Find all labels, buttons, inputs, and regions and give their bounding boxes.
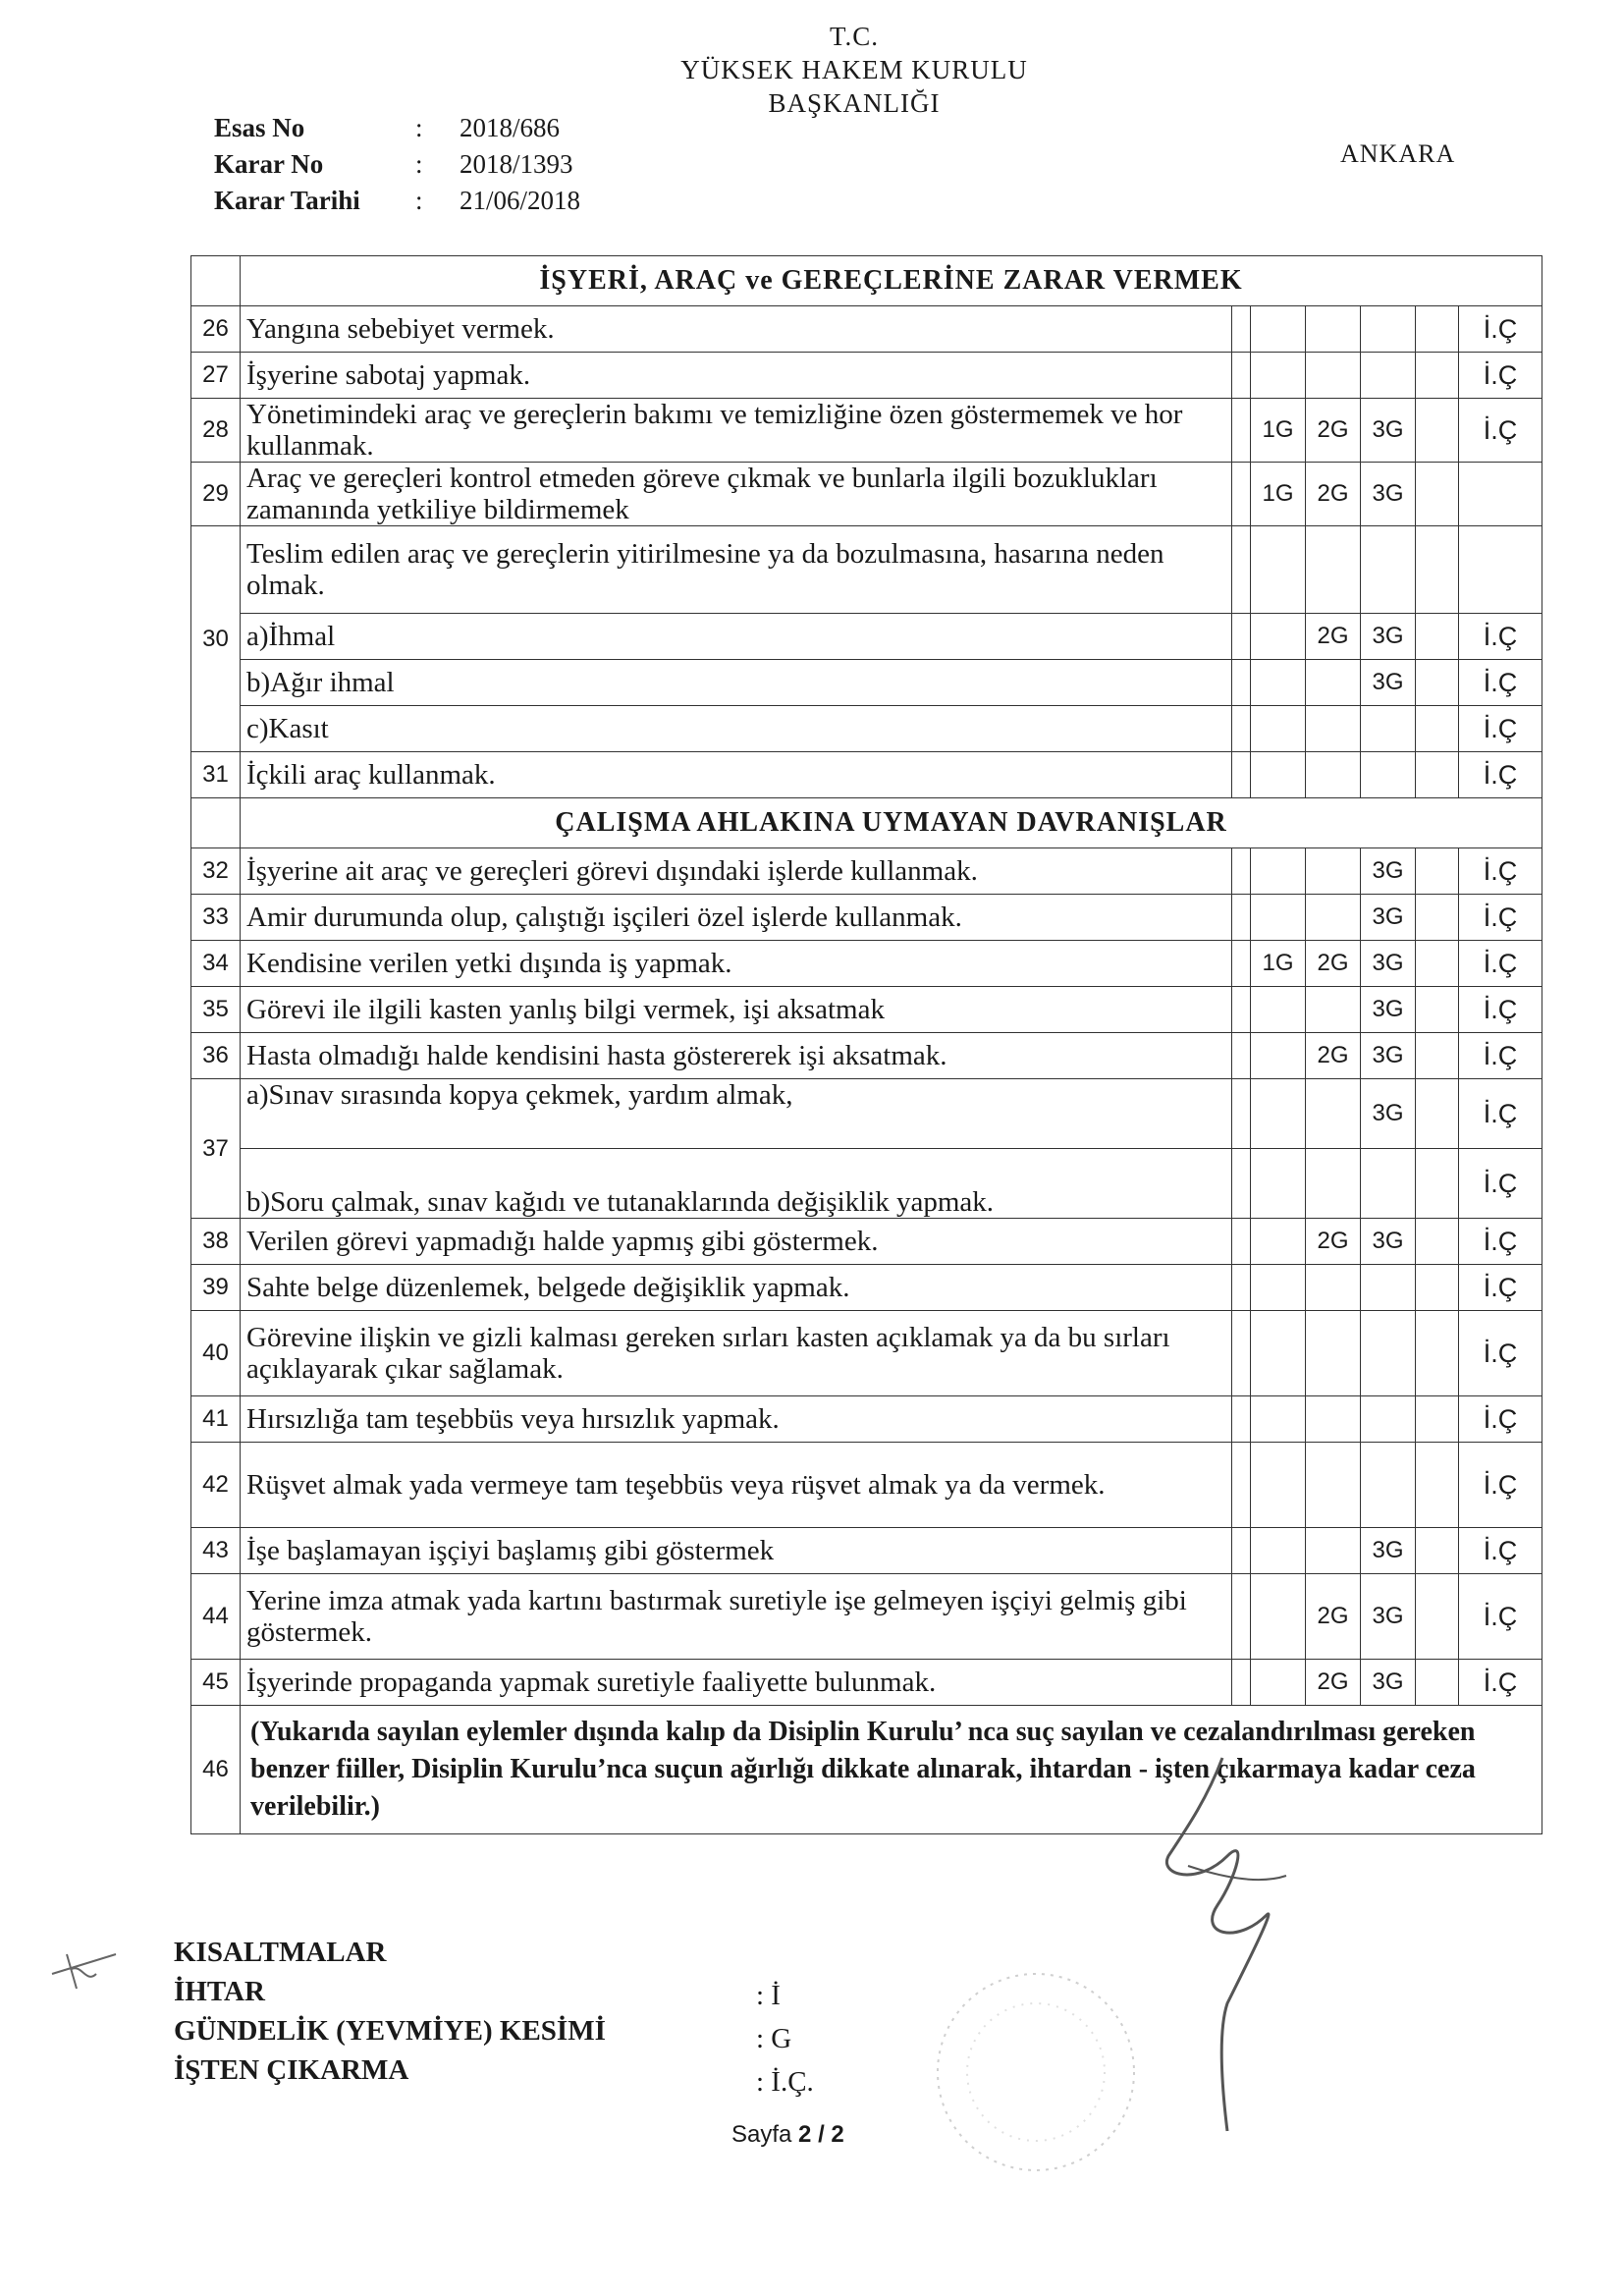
penalty-ic: İ.Ç [1459,660,1542,706]
section-header-row [191,256,1542,306]
meta-label: Karar No [214,149,324,179]
penalty-3g: 3G [1361,1033,1416,1079]
table-row [191,941,1542,987]
penalty-2g: 2G [1306,941,1361,987]
penalty-2g: 2G [1306,1033,1361,1079]
abbr-code: : G [756,2023,792,2054]
table-row [191,1079,1542,1149]
row-number: 32 [191,848,241,895]
row-text: İşyerine sabotaj yapmak. [241,353,1232,399]
city-label: ANKARA [1340,139,1456,168]
stamp-icon [923,1954,1149,2190]
abbr-code: : İ.Ç. [756,2066,814,2098]
table-row [191,463,1542,526]
table-row [191,353,1542,399]
row-text: İçkili araç kullanmak. [241,752,1232,798]
table-row [191,1033,1542,1079]
penalty-3g: 3G [1361,941,1416,987]
discipline-table [190,255,1542,1834]
row-number: 28 [191,399,241,463]
row-number: 37 [191,1079,241,1219]
row-number: 41 [191,1396,241,1443]
meta-row-karar: Karar No : 2018/1393 [214,146,656,183]
table-row [191,526,1542,614]
penalty-3g: 3G [1361,1079,1416,1149]
penalty-3g: 3G [1361,463,1416,526]
meta-value: 2018/686 [460,113,561,142]
header-line-presidency: BAŞKANLIĞI [768,88,941,118]
page-prefix: Sayfa [731,2121,799,2148]
case-meta [214,110,656,219]
penalty-ic: İ.Ç [1459,941,1542,987]
penalty-3g: 3G [1361,660,1416,706]
table-row [191,1396,1542,1443]
row-number: 38 [191,1219,241,1265]
row-subitem: a)İhmal [241,614,1232,660]
row-text: Görevi ile ilgili kasten yanlış bilgi vermek, işi aksatmak [241,987,1232,1033]
penalty-2g: 2G [1306,1574,1361,1660]
row-number: 26 [191,306,241,353]
penalty-3g: 3G [1361,895,1416,941]
row-text: Hırsızlığa tam teşebbüs veya hırsızlık yapmak. [241,1396,1232,1443]
penalty-1g: 1G [1251,463,1306,526]
section-title: İŞYERİ, ARAÇ ve GEREÇLERİNE ZARAR VERMEK [241,256,1542,306]
penalty-2g: 2G [1306,1660,1361,1706]
row-number: 43 [191,1528,241,1574]
penalty-ic: İ.Ç [1459,987,1542,1033]
penalty-ic: İ.Ç [1459,614,1542,660]
row-text: Rüşvet almak yada vermeye tam teşebbüs veya rüşvet almak ya da vermek. [241,1443,1232,1528]
penalty-2g: 2G [1306,399,1361,463]
row-text: Yönetimindeki araç ve gereçlerin bakımı ve temizliğine özen göstermemek ve hor kullanmak. [241,399,1232,463]
table-row [191,1528,1542,1574]
penalty-1g: 1G [1251,941,1306,987]
table-row [191,614,1542,660]
row-number: 39 [191,1265,241,1311]
abbreviations-title: KISALTMALAR [174,1937,387,1968]
table-row [191,1574,1542,1660]
row-number: 35 [191,987,241,1033]
row-number: 29 [191,463,241,526]
row-subitem: b)Ağır ihmal [241,660,1232,706]
penalty-ic: İ.Ç [1459,1219,1542,1265]
row-number: 46 [191,1706,241,1834]
penalty-ic: İ.Ç [1459,1033,1542,1079]
row-text: Kendisine verilen yetki dışında iş yapmak. [241,941,1232,987]
abbreviation-codes [756,1974,814,2104]
penalty-2g: 2G [1306,463,1361,526]
row-number: 36 [191,1033,241,1079]
row-number: 31 [191,752,241,798]
penalty-ic: İ.Ç [1459,1396,1542,1443]
penalty-ic: İ.Ç [1459,895,1542,941]
penalty-ic: İ.Ç [1459,1311,1542,1396]
penalty-3g: 3G [1361,848,1416,895]
table-row [191,706,1542,752]
section-header-row [191,798,1542,848]
document-header [550,20,1159,120]
penalty-ic: İ.Ç [1459,848,1542,895]
penalty-1g: 1G [1251,399,1306,463]
abbr-label: GÜNDELİK (YEVMİYE) KESİMİ [174,2015,606,2047]
penalty-ic: İ.Ç [1459,1574,1542,1660]
penalty-3g: 3G [1361,1660,1416,1706]
row-text: Amir durumunda olup, çalıştığı işçileri özel işlerde kullanmak. [241,895,1232,941]
penalty-3g: 3G [1361,1219,1416,1265]
row-text: Teslim edilen araç ve gereçlerin yitirilmesine ya da bozulmasına, hasarına neden olmak. [241,526,1232,614]
page-value: 2 / 2 [798,2121,844,2148]
row-number: 45 [191,1660,241,1706]
table-row [191,660,1542,706]
penalty-3g: 3G [1361,614,1416,660]
row-number: 40 [191,1311,241,1396]
row-number: 27 [191,353,241,399]
penalty-ic: İ.Ç [1459,1149,1542,1219]
table-row [191,1311,1542,1396]
penalty-3g: 3G [1361,1574,1416,1660]
section-title: ÇALIŞMA AHLAKINA UYMAYAN DAVRANIŞLAR [241,798,1542,848]
penalty-2g: 2G [1306,614,1361,660]
row-number: 33 [191,895,241,941]
table-row [191,399,1542,463]
table-row [191,306,1542,353]
penalty-2g: 2G [1306,1219,1361,1265]
row-text: Hasta olmadığı halde kendisini hasta göstererek işi aksatmak. [241,1033,1232,1079]
abbr-label: İHTAR [174,1976,265,2007]
row-number: 30 [191,526,241,752]
row-text: Sahte belge düzenlemek, belgede değişiklik yapmak. [241,1265,1232,1311]
penalty-ic: İ.Ç [1459,752,1542,798]
table-row [191,1219,1542,1265]
abbr-code: : İ [756,1980,781,2011]
meta-label: Esas No [214,113,305,142]
table-row [191,987,1542,1033]
penalty-ic: İ.Ç [1459,1079,1542,1149]
meta-row-esas: Esas No : 2018/686 [214,110,656,146]
signature-icon [1129,1738,1306,2151]
penalty-3g: 3G [1361,987,1416,1033]
general-rule-text: (Yukarıda sayılan eylemler dışında kalıp da Disiplin Kurulu’ nca suç sayılan ve cezalandırılması gereken benzer fiiller, Disiplin Kurulu’nca suçun ağırlığı dikkate alınarak, ihtardan - işten çıkarmaya kadar ceza verilebilir.) [241,1706,1542,1834]
row-text: Görevine ilişkin ve gizli kalması gereken sırları kasten açıklamak ya da bu sırları açıklayarak çıkar sağlamak. [241,1311,1232,1396]
row-text: Yerine imza atmak yada kartını bastırmak suretiyle işe gelmeyen işçiyi gelmiş gibi göstermek. [241,1574,1232,1660]
row-text: İşyerine ait araç ve gereçleri görevi dışındaki işlerde kullanmak. [241,848,1232,895]
initial-mark-icon [47,1944,126,1994]
penalty-ic: İ.Ç [1459,306,1542,353]
penalty-ic: İ.Ç [1459,1265,1542,1311]
row-subitem: a)Sınav sırasında kopya çekmek, yardım almak, [241,1079,1232,1149]
abbr-label: İŞTEN ÇIKARMA [174,2054,409,2086]
header-line-institution: YÜKSEK HAKEM KURULU [680,55,1028,84]
penalty-ic: İ.Ç [1459,1528,1542,1574]
row-number: 34 [191,941,241,987]
penalty-ic: İ.Ç [1459,1443,1542,1528]
row-text: İşyerinde propaganda yapmak suretiyle faaliyette bulunmak. [241,1660,1232,1706]
penalty-3g: 3G [1361,399,1416,463]
penalty-ic: İ.Ç [1459,353,1542,399]
penalty-ic: İ.Ç [1459,1660,1542,1706]
header-line-tc: T.C. [830,22,879,51]
table-row [191,1149,1542,1219]
table-row [191,1265,1542,1311]
penalty-ic: İ.Ç [1459,706,1542,752]
table-row [191,1660,1542,1706]
penalty-ic: İ.Ç [1459,399,1542,463]
page-number [731,2121,844,2149]
row-subitem: c)Kasıt [241,706,1232,752]
table-row [191,848,1542,895]
meta-value: 2018/1393 [460,149,573,179]
row-text: Yangına sebebiyet vermek. [241,306,1232,353]
meta-row-tarih: Karar Tarihi : 21/06/2018 [214,183,656,219]
meta-label: Karar Tarihi [214,186,360,215]
table-row [191,895,1542,941]
row-number: 42 [191,1443,241,1528]
penalty-3g: 3G [1361,1528,1416,1574]
table-row [191,1706,1542,1834]
meta-value: 21/06/2018 [460,186,581,215]
abbreviations [174,1933,606,2090]
row-text: Verilen görevi yapmadığı halde yapmış gibi göstermek. [241,1219,1232,1265]
table-row [191,1443,1542,1528]
table-row [191,752,1542,798]
row-number: 44 [191,1574,241,1660]
row-subitem: b)Soru çalmak, sınav kağıdı ve tutanaklarında değişiklik yapmak. [241,1149,1232,1219]
row-text: İşe başlamayan işçiyi başlamış gibi göstermek [241,1528,1232,1574]
row-text: Araç ve gereçleri kontrol etmeden göreve çıkmak ve bunlarla ilgili bozuklukları zamanında yetkiliye bildirmemek [241,463,1232,526]
